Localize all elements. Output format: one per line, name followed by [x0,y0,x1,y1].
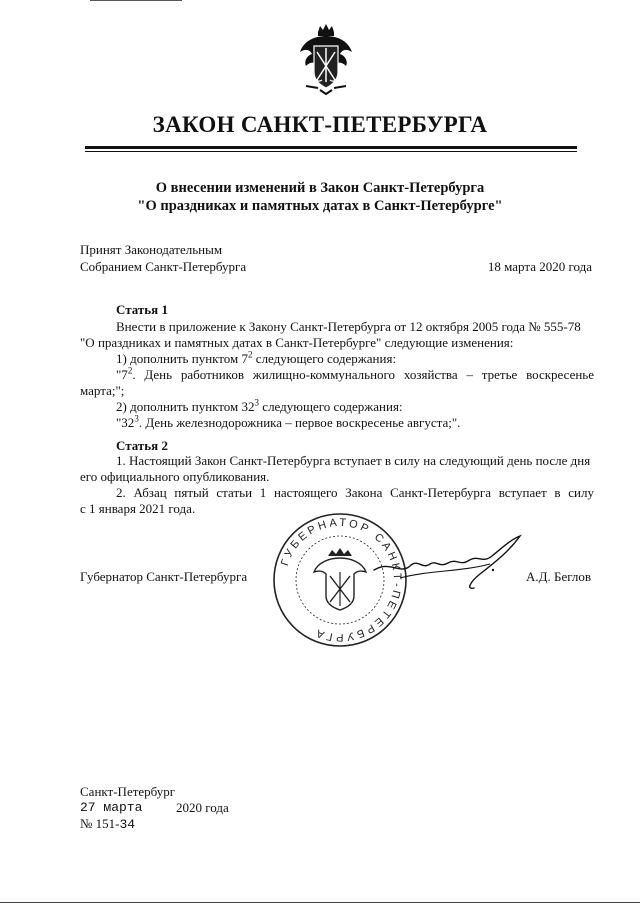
footer-city: Санкт-Петербург [80,784,176,799]
article2-p1-line2: его официального опубликования. [80,469,270,484]
article2-p2-line1: 2. Абзац пятый статьи 1 настоящего Закона Санкт-Петербурга вступает в силу [116,485,594,500]
item1-text: 1) дополнить пунктом 7 [116,351,249,366]
law-subtitle-line1: О внесении изменений в Закон Санкт-Петербурга [155,180,485,196]
item2-quote-text-post: . День железнодорожника – первое воскресенье августа;". [138,415,461,430]
signatory-position: Губернатор Санкт-Петербурга [80,569,248,584]
signatory-name: А.Д. Беглов [526,569,592,584]
item2-superscript: 3 [254,397,260,408]
item1-superscript: 2 [248,349,253,360]
item1-quote-text-post: . День работников жилищно-коммунального хозяйства – третье воскресенье [132,367,594,382]
adoption-line2: Собранием Санкт-Петербурга [80,259,247,274]
title-rule-thin [85,151,577,152]
law-subtitle-line2: "О праздниках и памятных датах в Санкт-Петербурге" [137,198,503,214]
item2-quote-superscript: 3 [134,413,139,424]
article2-p1-line1: 1. Настоящий Закон Санкт-Петербурга вступает в силу на следующий день после дня [116,453,591,468]
item2-text-post: следующего содержания: [259,399,403,414]
item1-quote-superscript: 2 [127,365,133,376]
item2-text: 2) дополнить пунктом 32 [116,399,255,414]
article1-item1-quote [116,366,594,383]
adoption-date: 18 марта 2020 года [487,259,592,274]
law-title: ЗАКОН САНКТ-ПЕТЕРБУРГА [152,112,488,137]
footer-number-suffix: 34 [119,817,136,832]
article1-item2 [116,398,403,415]
footer-day-month: 27 марта [80,800,143,815]
article1-item1-quote-line2: марта;"; [80,383,125,398]
article1-intro-line1: Внести в приложение к Закону Санкт-Петербурга от 12 октября 2005 года № 555-78 [116,319,581,334]
article1-item1 [116,350,396,367]
footer-year: 2020 года [176,800,229,815]
article1-intro-line2: "О праздниках и памятных датах в Санкт-Петербурге" следующие изменения: [80,335,514,350]
handwritten-signature [370,530,530,600]
coat-of-arms-emblem [296,22,356,96]
item2-quote-text: "32 [116,415,135,430]
title-rule-thick [85,146,577,149]
item1-quote-text: "7 [116,367,128,382]
footer-number [80,815,135,833]
seal-text: ГУБЕРНАТОР САНКТ-ПЕТЕРБУРГА [279,516,404,644]
article2-p2-line2: с 1 января 2021 года. [80,501,196,516]
article1-item2-quote [116,414,460,431]
article1-heading: Статья 1 [116,302,168,317]
item1-text-post: следующего содержания: [252,351,397,366]
bottom-edge-line [0,902,640,903]
footer-number-prefix: № 151- [80,816,120,831]
adoption-line1: Принят Законодательным [80,242,223,257]
top-rule [90,0,182,1]
article2-heading: Статья 2 [116,438,168,453]
